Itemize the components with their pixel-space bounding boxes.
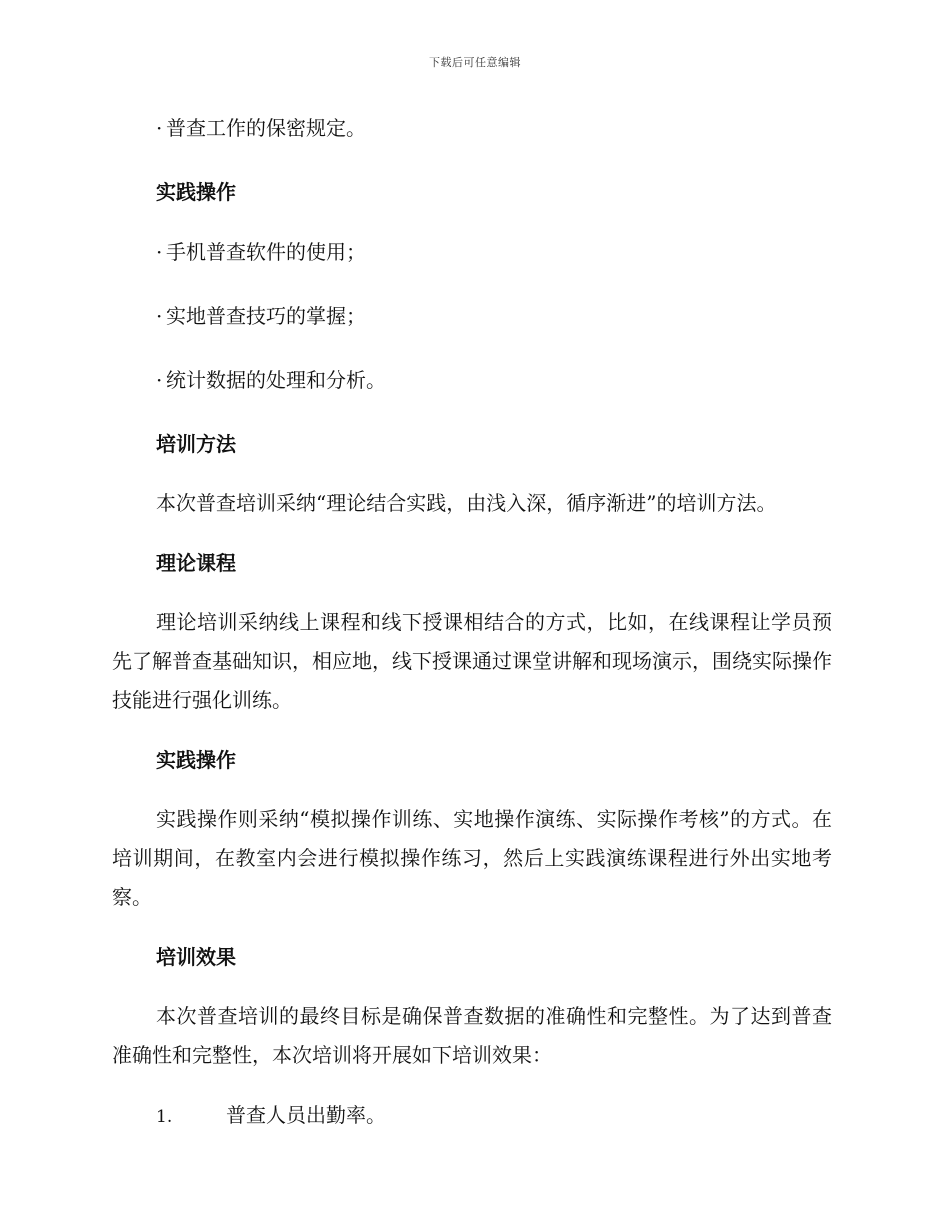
section-heading-effect: 培训效果 xyxy=(156,945,236,969)
bullet-text: 实地普查技巧的掌握； xyxy=(166,304,366,328)
bullet-item xyxy=(156,296,832,336)
bullet-marker: · xyxy=(156,304,163,328)
list-number: 1. xyxy=(156,1107,173,1127)
paragraph-theory: 理论培训采纳线上课程和线下授课相结合的方式，比如，在线课程让学员预先了解普查基础知识，相应地，线下授课通过课堂讲解和现场演示，围绕实际操作技能进行强化训练。 xyxy=(112,610,832,712)
bullet-marker: · xyxy=(156,368,163,392)
bullet-item xyxy=(156,360,832,400)
list-item-text: 普查人员出勤率。 xyxy=(226,1103,386,1127)
section-heading-practice: 实践操作 xyxy=(156,180,236,204)
document-body xyxy=(112,108,832,1137)
bullet-item xyxy=(156,232,832,272)
bullet-text: 手机普查软件的使用； xyxy=(166,240,366,264)
bullet-text: 普查工作的保密规定。 xyxy=(166,116,366,140)
paragraph-effect: 本次普查培训的最终目标是确保普查数据的准确性和完整性。为了达到普查准确性和完整性，本次培训将开展如下培训效果： xyxy=(112,1004,832,1067)
numbered-item xyxy=(156,1095,832,1137)
bullet-text: 统计数据的处理和分析。 xyxy=(166,368,386,392)
page-header: 下载后可任意编辑 xyxy=(429,56,521,69)
section-heading-theory: 理论课程 xyxy=(156,551,236,575)
bullet-item xyxy=(156,108,832,148)
paragraph-practice: 实践操作则采纳“模拟操作训练、实地操作演练、实际操作考核”的方式。在培训期间，在教室内会进行模拟操作练习，然后上实践演练课程进行外出实地考察。 xyxy=(112,807,832,909)
section-heading-practice-2: 实践操作 xyxy=(156,748,236,772)
section-heading-method: 培训方法 xyxy=(156,432,236,456)
bullet-marker: · xyxy=(156,116,163,140)
paragraph-method: 本次普查培训采纳“理论结合实践，由浅入深，循序渐进”的培训方法。 xyxy=(156,491,777,515)
bullet-marker: · xyxy=(156,240,163,264)
